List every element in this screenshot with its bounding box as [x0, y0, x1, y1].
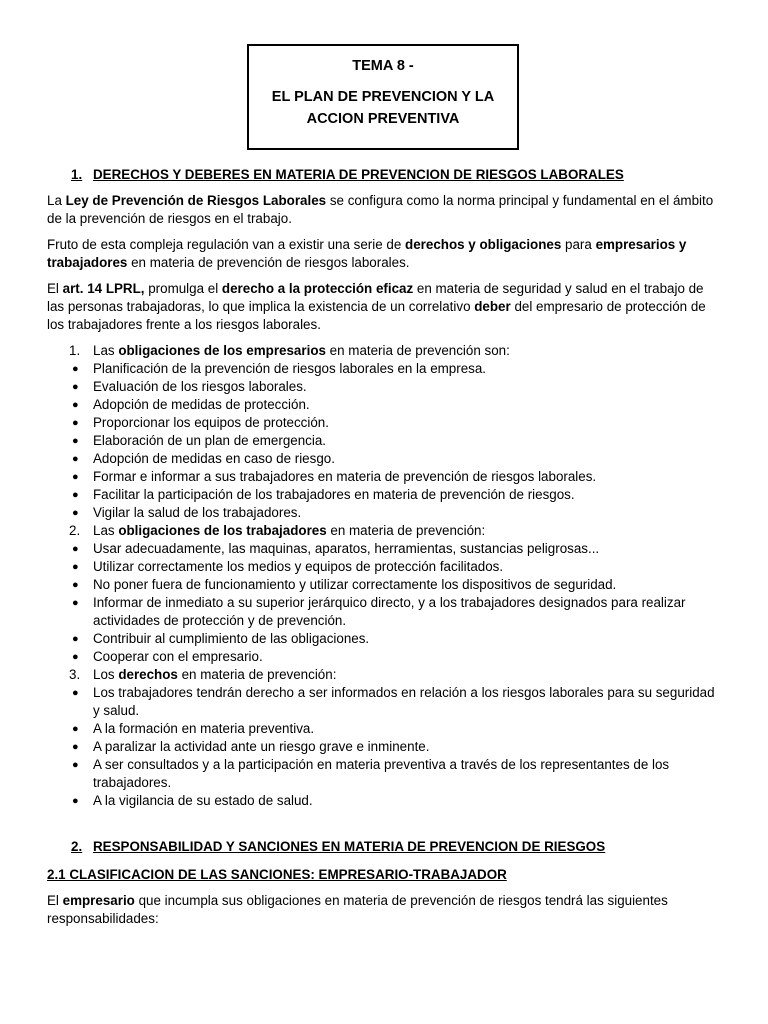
list-number: 2. [69, 523, 81, 538]
list-item [47, 396, 715, 414]
section-2-number: 2. [71, 839, 83, 854]
list-item-text: Los trabajadores tendrán derecho a ser informados en relación a los riesgos laborales para su seguridad y salud. [93, 685, 715, 718]
paragraph-3-text-a: El [47, 281, 63, 296]
list-item [47, 756, 715, 792]
group-1-items [47, 360, 715, 522]
bullet-icon: ● [72, 453, 79, 465]
bullet-icon: ● [72, 417, 79, 429]
list-item-text: Adopción de medidas de protección. [93, 397, 310, 412]
group-2-bold: obligaciones de los trabajadores [118, 523, 327, 538]
list-item [47, 378, 715, 396]
section-1-title: DERECHOS Y DEBERES EN MATERIA DE PREVENCION DE RIESGOS LABORALES [93, 167, 624, 182]
bullet-icon: ● [72, 579, 79, 591]
bullet-icon: ● [72, 597, 79, 609]
bullet-icon: ● [72, 543, 79, 555]
list-item-text: Formar e informar a sus trabajadores en materia de prevención de riesgos laborales. [93, 469, 597, 484]
list-item-text: Contribuir al cumplimiento de las obligaciones. [93, 631, 370, 646]
bullet-icon: ● [72, 795, 79, 807]
list-number: 3. [69, 667, 81, 682]
title-line-3: ACCION PREVENTIVA [306, 111, 460, 127]
list-item-text: Elaboración de un plan de emergencia. [93, 433, 327, 448]
section-2-1-heading: 2.1 CLASIFICACION DE LAS SANCIONES: EMPRESARIO-TRABAJADOR [47, 867, 507, 882]
title-line-2: EL PLAN DE PREVENCION Y LA [271, 89, 495, 105]
title-line-1: TEMA 8 - [352, 58, 414, 74]
bullet-icon: ● [72, 507, 79, 519]
list-item-text: No poner fuera de funcionamiento y utilizar correctamente los dispositivos de seguridad. [93, 577, 617, 592]
list-item-text: Planificación de la prevención de riesgos laborales en la empresa. [93, 361, 487, 376]
group-3-items [47, 684, 715, 810]
list-item [47, 414, 715, 432]
list-item [47, 720, 715, 738]
list-item-text: Cooperar con el empresario. [93, 649, 263, 664]
list-item [47, 630, 715, 648]
bullet-icon: ● [72, 687, 79, 699]
list-item-text: Informar de inmediato a su superior jerárquico directo, y a los trabajadores designados para realizar actividades de protección y de prevención. [93, 595, 686, 628]
group-1-bold: obligaciones de los empresarios [118, 343, 326, 358]
group-1-text-c: en materia de prevención son: [325, 343, 510, 358]
list-item [47, 450, 715, 468]
paragraph-2-text-a: Fruto de esta compleja regulación van a existir una serie de [47, 237, 406, 252]
paragraph-1 [47, 192, 715, 228]
bullet-icon: ● [72, 399, 79, 411]
title-box [247, 44, 519, 150]
section-2-paragraph-1 [47, 892, 715, 928]
s2-paragraph-text-a: El [47, 893, 63, 908]
list-item-text: Usar adecuadamente, las maquinas, aparatos, herramientas, sustancias peligrosas... [93, 541, 600, 556]
paragraph-2-bold-rights: derechos y obligaciones [405, 237, 562, 252]
bullet-icon: ● [72, 489, 79, 501]
paragraph-2-text-c: para [561, 237, 596, 252]
bullet-icon: ● [72, 759, 79, 771]
paragraph-3-text-e: en materia de seguridad y salud en el trabajo de las personas trabajadoras, lo que implica la existencia de un correlativo [47, 281, 704, 314]
paragraph-3-bold-right: derecho a la protección eficaz [221, 281, 414, 296]
list-item [47, 540, 715, 558]
list-item [47, 648, 715, 666]
paragraph-3-text-c: promulga el [144, 281, 222, 296]
list-item [47, 558, 715, 576]
list-item [47, 792, 715, 810]
list-item-text: Evaluación de los riesgos laborales. [93, 379, 307, 394]
list-item-text: A la formación en materia preventiva. [93, 721, 315, 736]
list-item [47, 360, 715, 378]
list-item [47, 432, 715, 450]
list-item [47, 684, 715, 720]
list-item-text: A la vigilancia de su estado de salud. [93, 793, 313, 808]
list-group-1-header [47, 342, 715, 360]
list-item-text: Vigilar la salud de los trabajadores. [93, 505, 302, 520]
list-group-2-header [47, 522, 715, 540]
paragraph-1-text-c: se configura como la norma principal y fundamental en el ámbito de la prevención de riesgos en el trabajo. [47, 193, 714, 226]
s2-paragraph-bold-employer: empresario [62, 893, 135, 908]
bullet-icon: ● [72, 633, 79, 645]
section-2-heading [47, 838, 715, 856]
paragraph-3-bold-duty: deber [474, 299, 511, 314]
list-item [47, 486, 715, 504]
bullet-icon: ● [72, 435, 79, 447]
bullet-icon: ● [72, 363, 79, 375]
bullet-icon: ● [72, 471, 79, 483]
list-item-text: A paralizar la actividad ante un riesgo grave e inminente. [93, 739, 430, 754]
section-1-heading [47, 166, 715, 184]
paragraph-2-text-e: en materia de prevención de riesgos laborales. [127, 255, 410, 270]
paragraph-2 [47, 236, 715, 272]
list-item [47, 576, 715, 594]
group-2-text-c: en materia de prevención: [326, 523, 486, 538]
group-2-items [47, 540, 715, 666]
list-item-text: Utilizar correctamente los medios y equipos de protección facilitados. [93, 559, 504, 574]
group-3-text-c: en materia de prevención: [177, 667, 337, 682]
s2-paragraph-text-c: que incumpla sus obligaciones en materia de prevención de riesgos tendrá las siguientes responsabilidades: [47, 893, 668, 926]
paragraph-1-bold-law: Ley de Prevención de Riesgos Laborales [65, 193, 327, 208]
bullet-icon: ● [72, 381, 79, 393]
section-2-title: RESPONSABILIDAD Y SANCIONES EN MATERIA DE PREVENCION DE RIESGOS [93, 839, 606, 854]
list-item [47, 594, 715, 630]
paragraph-3-bold-article: art. 14 LPRL, [62, 281, 145, 296]
group-3-bold: derechos [118, 667, 178, 682]
list-group-2-text [93, 522, 715, 540]
list-item-text: Proporcionar los equipos de protección. [93, 415, 329, 430]
group-2-text-a: Las [93, 523, 119, 538]
group-3-text-a: Los [93, 667, 119, 682]
list-group-1-text [93, 342, 715, 360]
bullet-icon: ● [72, 723, 79, 735]
group-1-text-a: Las [93, 343, 119, 358]
list-item-text: A ser consultados y a la participación en materia preventiva a través de los representantes de los trabajadores. [93, 757, 670, 790]
list-group-3-header [47, 666, 715, 684]
bullet-icon: ● [72, 651, 79, 663]
list-item-text: Facilitar la participación de los trabajadores en materia de prevención de riesgos. [93, 487, 575, 502]
paragraph-3-text-g: del empresario de protección de los trabajadores frente a los riesgos laborales. [47, 299, 706, 332]
section-1-number: 1. [71, 167, 83, 182]
obligations-list [47, 342, 715, 810]
list-group-3-text [93, 666, 715, 684]
list-item [47, 504, 715, 522]
list-number: 1. [69, 343, 81, 358]
list-item [47, 468, 715, 486]
bullet-icon: ● [72, 741, 79, 753]
paragraph-1-text-a: La [47, 193, 66, 208]
paragraph-2-bold-parties: empresarios y trabajadores [47, 237, 687, 270]
list-item-text: Adopción de medidas en caso de riesgo. [93, 451, 335, 466]
document-body [47, 166, 715, 936]
list-item [47, 738, 715, 756]
bullet-icon: ● [72, 561, 79, 573]
paragraph-3 [47, 280, 715, 334]
